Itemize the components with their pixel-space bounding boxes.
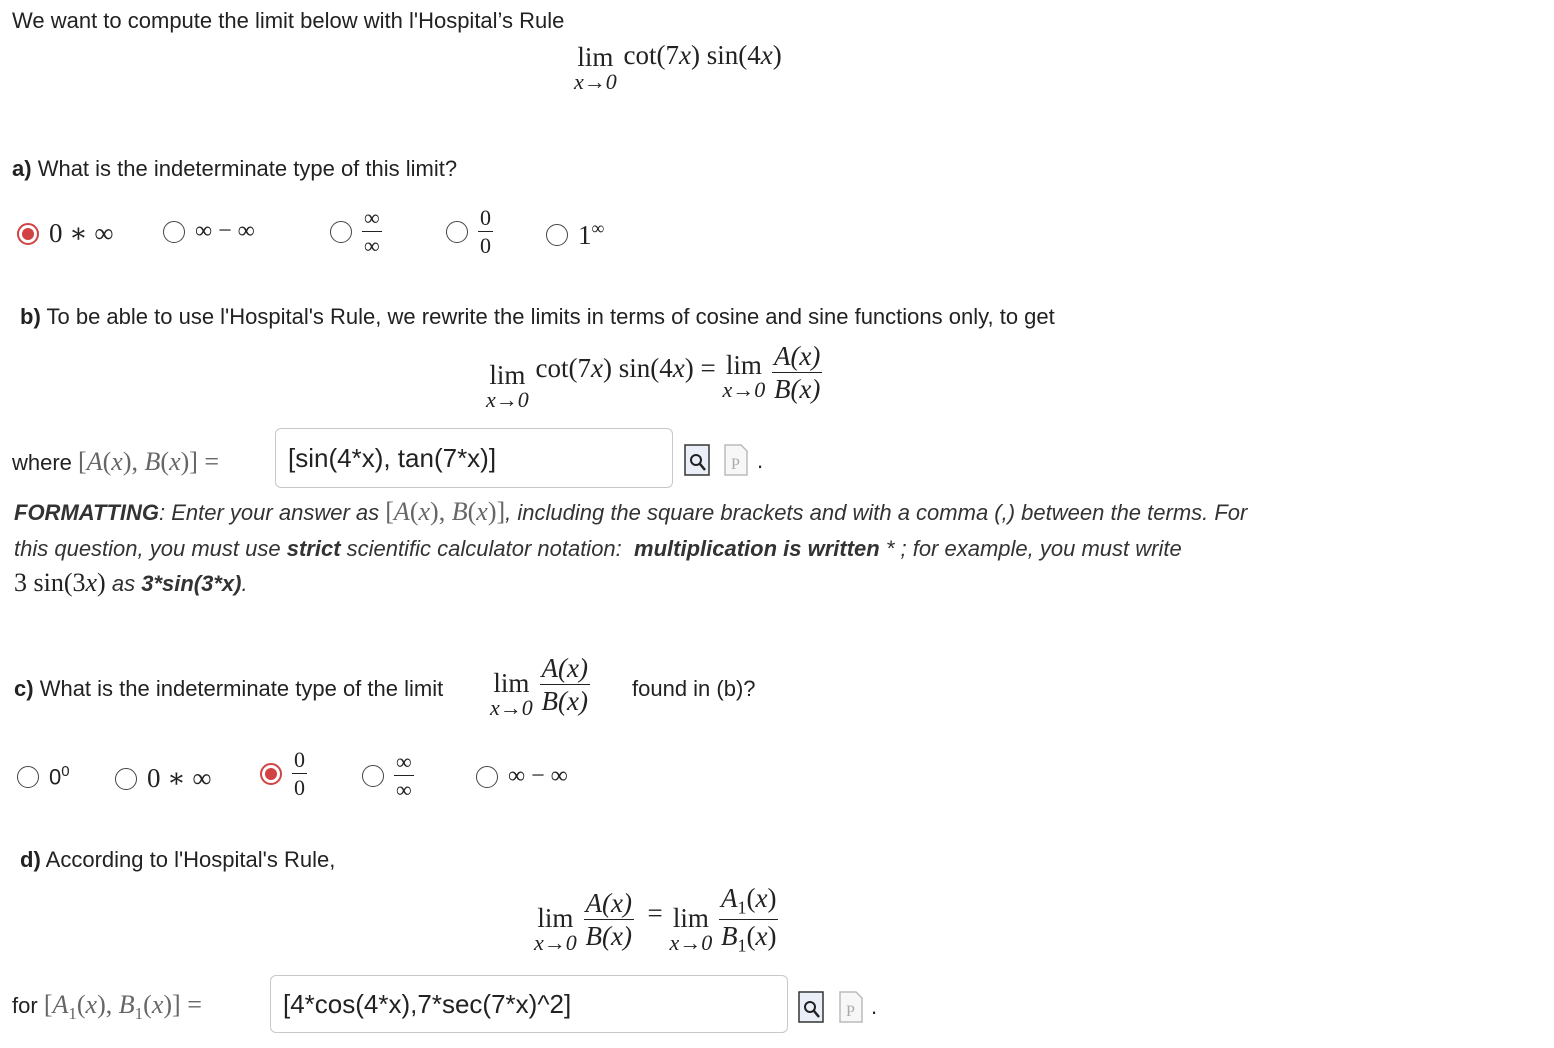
radio-icon[interactable]: [115, 768, 137, 790]
part-a-text: What is the indeterminate type of this limit?: [37, 156, 458, 181]
intro-text: We want to compute the limit below with l'Hospital’s Rule: [12, 8, 565, 33]
lim-word: lim: [577, 42, 614, 72]
part-b-label: b): [20, 304, 41, 329]
formatting-as: as: [111, 571, 136, 596]
option-a-infinity-minus-infinity[interactable]: [163, 218, 255, 245]
preview-icon[interactable]: [684, 443, 710, 477]
formatting-example-code: 3*sin(3*x): [141, 571, 242, 596]
radio-icon[interactable]: [362, 765, 384, 787]
formatting-label: FORMATTING: [14, 500, 160, 525]
radio-icon[interactable]: [330, 221, 352, 243]
radio-icon[interactable]: [476, 766, 498, 788]
option-label: 0 ∗ ∞: [49, 218, 114, 248]
formatting-mult: multiplication is written: [634, 536, 880, 561]
option-label: $\frac{\infty}{\infty}$: [364, 205, 380, 259]
radio-icon[interactable]: [546, 224, 568, 246]
where-label: where: [12, 450, 72, 475]
formatting-line-3: [14, 565, 248, 601]
option-label: $\frac{0}{0}$: [480, 205, 491, 259]
formatting-text: , including the square brackets and with a comma (,) between the terms. For: [505, 500, 1248, 525]
formatting-text: : Enter your answer as: [159, 500, 380, 525]
option-c-zero-over-zero[interactable]: [260, 748, 307, 799]
option-label: ∞ − ∞: [195, 218, 255, 244]
option-a-zero-times-infinity[interactable]: [17, 218, 114, 249]
period: .: [757, 448, 764, 473]
radio-icon[interactable]: [163, 221, 185, 243]
preview-icon[interactable]: [798, 990, 824, 1024]
part-a-question: [12, 156, 457, 182]
radio-icon[interactable]: [446, 221, 468, 243]
part-c-question: [14, 676, 443, 702]
part-d-description: According to l'Hospital's Rule,: [45, 847, 336, 872]
part-c-question-end: found in (b)?: [632, 676, 756, 701]
for-math: [$A_1(x)$, $B_1(x)$] =: [43, 990, 202, 1024]
option-c-infinity-minus-infinity[interactable]: [476, 763, 568, 790]
option-label: ∞ − ∞: [508, 763, 568, 789]
part-c-text: What is the indeterminate type of the limit: [39, 676, 444, 701]
option-label: $\frac{\infty}{\infty}$: [396, 749, 412, 803]
option-label: $\frac{0}{0}$: [294, 747, 305, 801]
period: .: [871, 994, 878, 1019]
equation-editor-icon[interactable]: [838, 990, 864, 1024]
answer-b-input[interactable]: [275, 428, 673, 488]
part-c-label: c): [14, 676, 34, 701]
lim-subscript: x→0: [574, 69, 617, 94]
where-label-row: [12, 447, 219, 477]
part-c-limit: lim x→0 $\frac{A(x)}{B(x)}$: [490, 652, 588, 720]
part-b-description: To be able to use l'Hospital's Rule, we rewrite the limits in terms of cosine and sine functions only, to get: [46, 304, 1055, 329]
main-limit-expr: cot(7x) sin(4x): [623, 40, 782, 70]
formatting-text: * ; for example, you must write: [879, 536, 1182, 561]
for-label-row: [12, 990, 202, 1024]
where-math: [A(x), B(x)] =: [78, 447, 220, 476]
answer-d-input[interactable]: [270, 975, 788, 1033]
part-d-text: [20, 847, 335, 873]
option-label: 0 ∗ ∞: [147, 763, 212, 793]
svg-text:P: P: [846, 1003, 855, 1020]
option-c-zero-times-infinity[interactable]: [115, 763, 212, 794]
equation-editor-icon[interactable]: [723, 443, 749, 477]
part-a-label: a): [12, 156, 32, 181]
radio-selected-icon[interactable]: [17, 223, 39, 245]
radio-icon[interactable]: [17, 766, 39, 788]
option-c-infinity-over-infinity[interactable]: [362, 750, 414, 801]
radio-selected-icon[interactable]: [260, 763, 282, 785]
option-c-zero-to-zero[interactable]: [17, 763, 70, 790]
formatting-line-2: [14, 531, 1182, 566]
option-a-zero-over-zero[interactable]: [446, 206, 493, 257]
formatting-bracket-math: [A(x), B(x)]: [385, 497, 506, 526]
formatting-end: .: [241, 571, 248, 596]
lhopital-equation: lim x→0 $\frac{A(x)}{B(x)}$ = lim x→0 $\frac{A_1(x)}{B_1(x)}$: [534, 883, 777, 956]
formatting-text: scientific calculator notation:: [346, 536, 622, 561]
svg-text:P: P: [731, 456, 740, 473]
formatting-strict: strict: [286, 536, 341, 561]
formatting-line-1: [14, 494, 1247, 530]
for-label: for: [12, 993, 38, 1018]
part-d-label: d): [20, 847, 41, 872]
main-limit: [574, 40, 782, 94]
formatting-text: this question, you must use: [14, 536, 281, 561]
option-a-infinity-over-infinity[interactable]: [330, 206, 382, 257]
option-a-one-to-infinity[interactable]: [546, 218, 604, 251]
option-label: $0^0$: [49, 763, 70, 790]
example-math: 3 sin(3x): [14, 568, 106, 597]
option-label: 1∞: [578, 218, 605, 250]
part-b-text: [20, 304, 1055, 330]
rewrite-equation: lim x→0 cot(7x) sin(4x) = lim x→0 $\frac{A(x)}{B(x)}$: [486, 340, 821, 412]
